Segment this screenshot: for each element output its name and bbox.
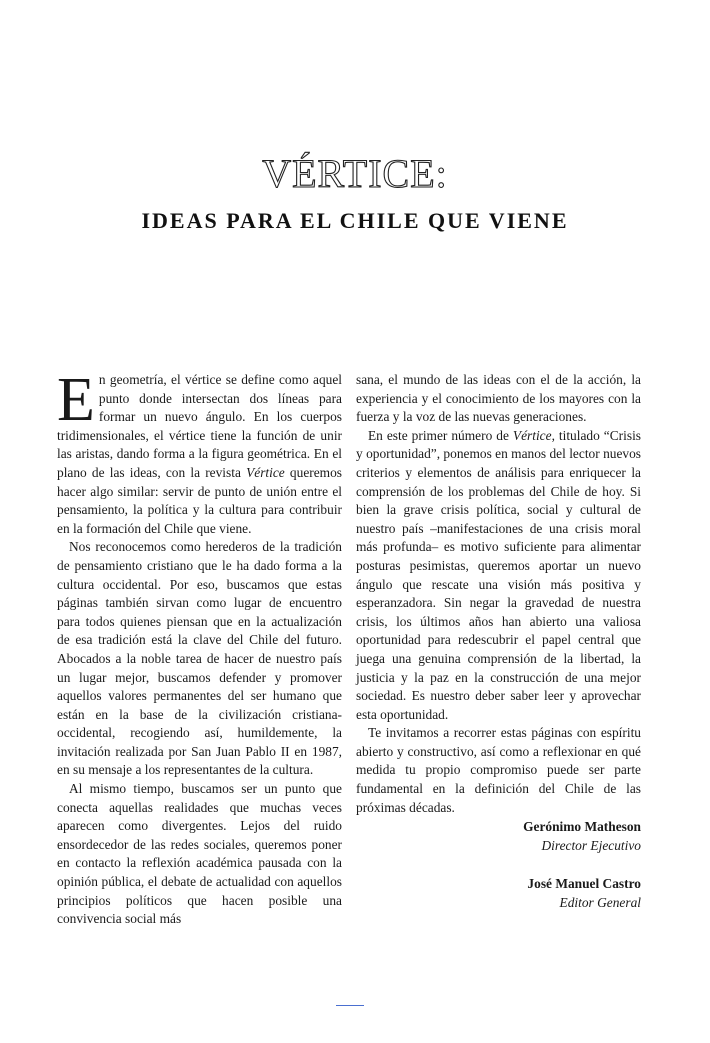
paragraph: En geometría, el vértice se define como aquel punto donde intersectan dos líneas para formar un nuevo ángulo. En los cuerpos tridimensionales, el vértice tiene la función de unir las aristas, dando forma a la figura geométrica. En el plano de las ideas, con la revista Vértice queremos hacer algo similar: servir de punto de unión entre el pensamiento, la política y la cultura para contribuir en la formación del Chile que viene. [57,366,342,536]
signature-name: Gerónimo Matheson [523,819,641,834]
page-title: VÉRTICE: [262,151,448,196]
page-subtitle: IDEAS PARA EL CHILE QUE VIENE [141,208,569,233]
footer-rule [336,1005,364,1006]
drop-cap: E [57,366,95,434]
paragraph: Nos reconocemos como herederos de la tradición de pensamiento cristiano que le ha dado forma a la cultura occidental. Por eso, buscamos que estas páginas también sirvan como lugar de encuentro para todos quienes piensan que en la actualización de esa tradición está la clave del Chile del futuro. Abocados a la noble tarea de hacer de nuestro país un lugar mejor, buscamos defender y promover aquellos valores permanentes del ser humano que están en la base de la civilización cristiana-occidental, recogiendo así, humildemente, la invitación realizada por San Juan Pablo II en 1987, en su mensaje a los representantes de la cultura. [57,539,342,778]
signature-role: Editor General [559,894,641,910]
right-column [356,371,641,817]
signature-block [356,818,641,855]
signature-role: Director Ejecutivo [541,837,641,853]
paragraph: En este primer número de Vértice, titulado “Crisis y oportunidad”, ponemos en manos del lector nuevos criterios y elementos de análisis para enriquecer la comprensión de los problemas del Chile de hoy. Si bien la grave crisis política, social y cultural de nuestro país –manifestaciones de una crisis moral más profunda– es motivo suficiente para alimentar posturas pesimistas, queremos aportar un nuevo ángulo que rescate una visión más positiva y esperanzadora. Sin negar la gravedad de nuestra crisis, los últimos años han abierto una valiosa oportunidad para redescubrir el papel central que juega una genuina comprensión de la libertad, la justicia y la paz en la construcción de una mejor sociedad. Es nuestro deber saber leer y aprovechar esta oportunidad. [356,427,641,722]
paragraph: sana, el mundo de las ideas con el de la acción, la experiencia y el conocimiento de los mayores con la fuerza y la voz de las nuevas generaciones. [356,372,641,425]
left-column [57,366,342,929]
signature-name: José Manuel Castro [527,876,641,891]
paragraph: Al mismo tiempo, buscamos ser un punto que conecta aquellas realidades que muchas veces aparecen como divergentes. Lejos del ruido ensordecedor de las redes sociales, queremos poner en contacto la reflexión académica pausada con la opinión pública, el debate de actualidad con aquellos principios políticos que hacen posible una convivencia social más [57,781,342,927]
paragraph: Te invitamos a recorrer estas páginas con espíritu abierto y constructivo, así como a reflexionar en qué medida tu propio compromiso puede ser parte fundamental en la definición del Chile de las próximas décadas. [356,725,641,815]
signature-block [356,875,641,912]
